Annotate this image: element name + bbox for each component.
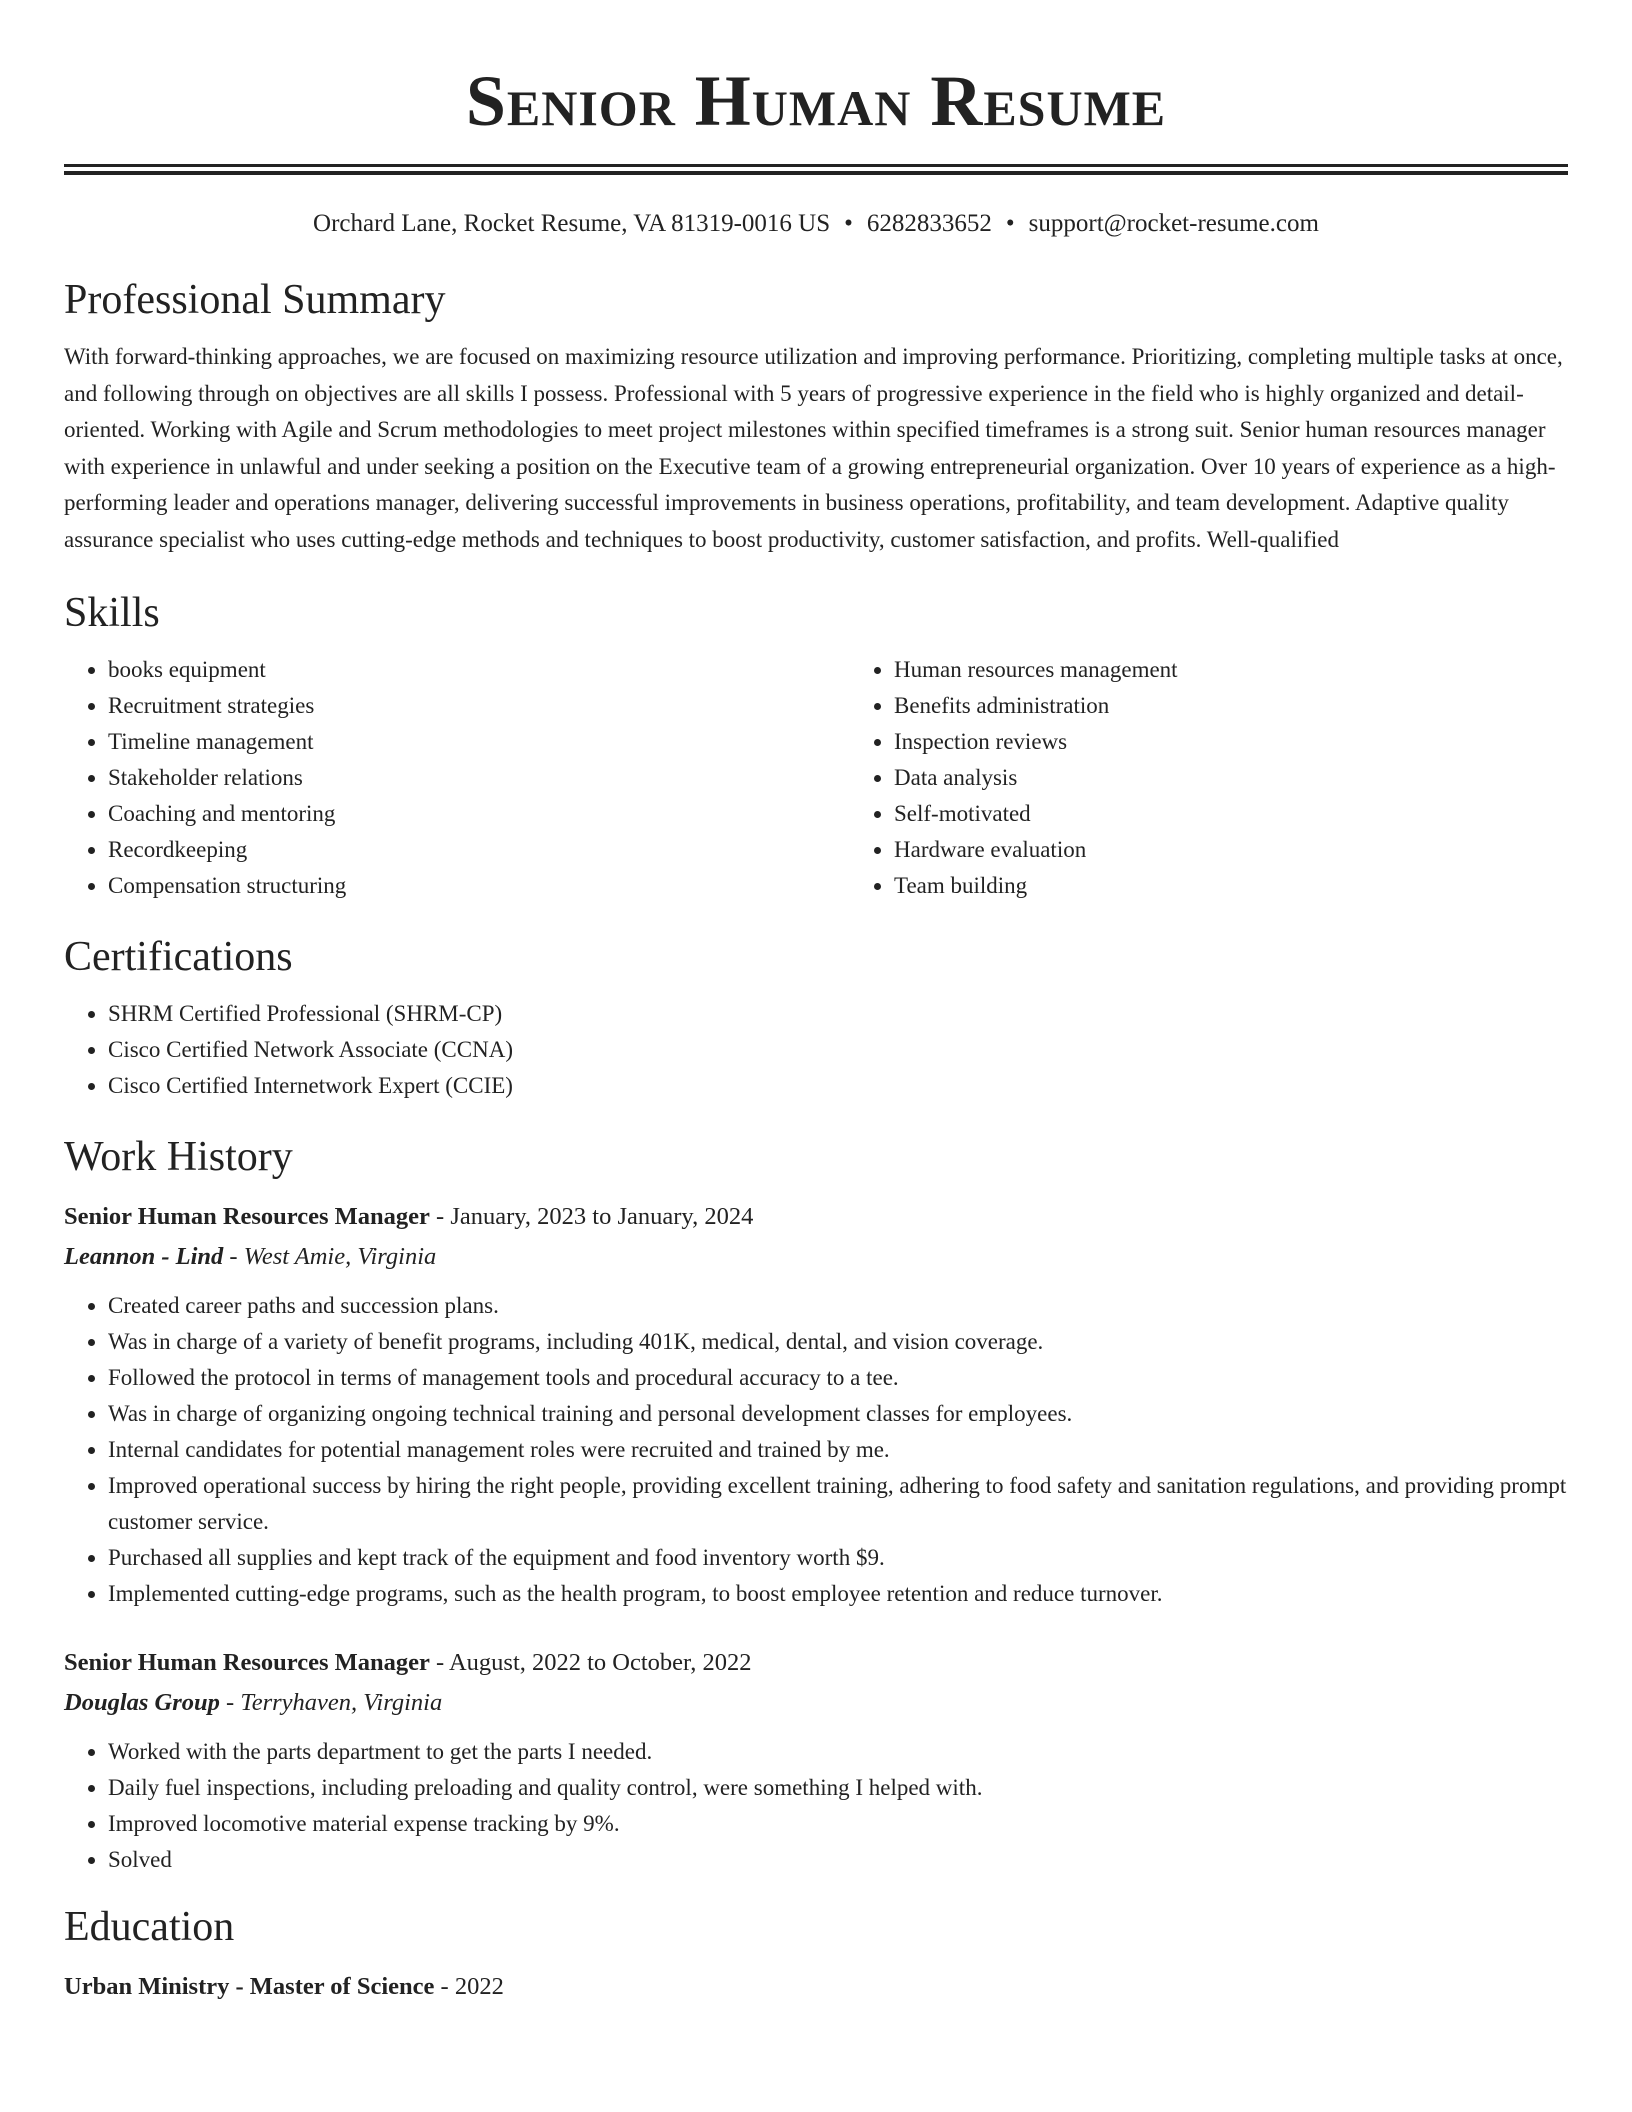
job-location: West Amie, Virginia: [243, 1243, 437, 1270]
contact-email: support@rocket-resume.com: [1028, 210, 1319, 237]
skill-item: • Hardware evaluation: [894, 832, 1568, 868]
summary-heading: Professional Summary: [64, 277, 446, 323]
job-bullet: • Created career paths and succession plans.: [108, 1288, 1568, 1324]
job-bullet: • Improved operational success by hiring the right people, providing excellent training, adhering to food safety and sanitation regulations, and providing prompt customer service.: [108, 1468, 1568, 1540]
job-title: Senior Human Resources Manager: [64, 1203, 430, 1230]
education-year: 2022: [454, 1973, 504, 2000]
skill-item: • Self-motivated: [894, 796, 1568, 832]
job-bullet: • Was in charge of a variety of benefit programs, including 401K, medical, dental, and vision coverage.: [108, 1324, 1568, 1360]
job-location: Terryhaven, Virginia: [240, 1689, 443, 1716]
education-section: [64, 1902, 1568, 2006]
contact-separator: •: [844, 210, 853, 237]
job-company: Douglas Group: [64, 1689, 220, 1716]
resume-name: Senior Human Resume: [465, 61, 1167, 141]
education-heading: Education: [64, 1904, 235, 1950]
job-title-line: Senior Human Resources Manager - January, 2023 to January, 2024: [64, 1203, 754, 1230]
contact-phone: 6282833652: [866, 210, 992, 237]
job-bullet: • Implemented cutting-edge programs, such as the health program, to boost employee retention and reduce turnover.: [108, 1576, 1568, 1612]
job-bullets: [64, 1288, 1568, 1612]
job-title-line: Senior Human Resources Manager - August, 2022 to October, 2022: [64, 1649, 752, 1676]
work-history-section: [64, 1132, 1568, 1878]
skill-item: • Team building: [894, 868, 1568, 904]
certification-item: • Cisco Certified Network Associate (CCNA): [108, 1032, 1568, 1068]
job-company: Leannon - Lind: [64, 1243, 224, 1270]
job-bullet: • Followed the protocol in terms of management tools and procedural accuracy to a tee.: [108, 1360, 1568, 1396]
certifications-section: [64, 932, 1568, 1104]
summary-text: With forward-thinking approaches, we are focused on maximizing resource utilization and improving performance. Prioritizing, completing multiple tasks at once, and following through on objectives are all skills I possess. Professional with 5 years of progressive experience in the field who is highly organized and detail-oriented. Working with Agile and Scrum methodologies to meet project milestones within specified timeframes is a strong suit. Senior human resources manager with experience in unlawful and under seeking a position on the Executive team of a growing entrepreneurial organization. Over 10 years of experience as a high-performing leader and operations manager, delivering successful improvements in business operations, profitability, and team development. Adaptive quality assurance specialist who uses cutting-edge methods and techniques to boost productivity, customer satisfaction, and profits. Well-qualified: [64, 344, 1563, 552]
skill-item: • Stakeholder relations: [108, 760, 850, 796]
job-bullet: • Solved: [108, 1842, 1568, 1878]
job-dates: August, 2022 to October, 2022: [448, 1649, 752, 1676]
job-bullet: • Improved locomotive material expense tracking by 9%.: [108, 1806, 1568, 1842]
skill-item: • Recruitment strategies: [108, 688, 850, 724]
contact-address: Orchard Lane, Rocket Resume, VA 81319-0016 US: [313, 210, 831, 237]
work-history-heading: Work History: [64, 1134, 293, 1180]
skill-item: • Inspection reviews: [894, 724, 1568, 760]
job-bullet: • Worked with the parts department to get the parts I needed.: [108, 1734, 1568, 1770]
skill-item: • Coaching and mentoring: [108, 796, 850, 832]
skills-section: [64, 588, 1568, 904]
job-bullet: • Was in charge of organizing ongoing technical training and personal development classes for employees.: [108, 1396, 1568, 1432]
skill-item: • books equipment: [108, 652, 850, 688]
certifications-list: [64, 996, 1568, 1104]
job-title: Senior Human Resources Manager: [64, 1649, 430, 1676]
contact-line: [64, 209, 1568, 239]
skills-columns: [64, 652, 1568, 904]
education-entry: Urban Ministry - Master of Science - 2022: [64, 1973, 504, 2000]
job-bullet: • Daily fuel inspections, including preloading and quality control, were something I helped with.: [108, 1770, 1568, 1806]
skill-item: • Timeline management: [108, 724, 850, 760]
certification-item: • Cisco Certified Internetwork Expert (CCIE): [108, 1068, 1568, 1104]
summary-section: [64, 275, 1568, 558]
skill-item: • Compensation structuring: [108, 868, 850, 904]
job-company-line: Douglas Group - Terryhaven, Virginia: [64, 1689, 443, 1716]
contact-separator: •: [1005, 210, 1015, 237]
skill-item: • Benefits administration: [894, 688, 1568, 724]
education-school: Urban Ministry: [64, 1973, 230, 2000]
skill-item: • Human resources management: [894, 652, 1568, 688]
skill-item: • Data analysis: [894, 760, 1568, 796]
header-double-rule: [64, 164, 1568, 175]
job-company-line: Leannon - Lind - West Amie, Virginia: [64, 1243, 437, 1270]
job-entry: [64, 1198, 1568, 1612]
job-dates: January, 2023 to January, 2024: [450, 1203, 754, 1230]
skill-item: • Recordkeeping: [108, 832, 850, 868]
job-bullets: [64, 1734, 1568, 1878]
certifications-heading: Certifications: [64, 934, 293, 980]
education-degree: Master of Science: [249, 1973, 435, 2000]
skills-heading: Skills: [64, 590, 160, 636]
job-bullet: • Purchased all supplies and kept track of the equipment and food inventory worth $9.: [108, 1540, 1568, 1576]
skills-list-left: [64, 652, 850, 904]
job-bullet: • Internal candidates for potential management roles were recruited and trained by me.: [108, 1432, 1568, 1468]
skills-list-right: [850, 652, 1568, 904]
job-entry: [64, 1644, 1568, 1878]
certification-item: • SHRM Certified Professional (SHRM-CP): [108, 996, 1568, 1032]
